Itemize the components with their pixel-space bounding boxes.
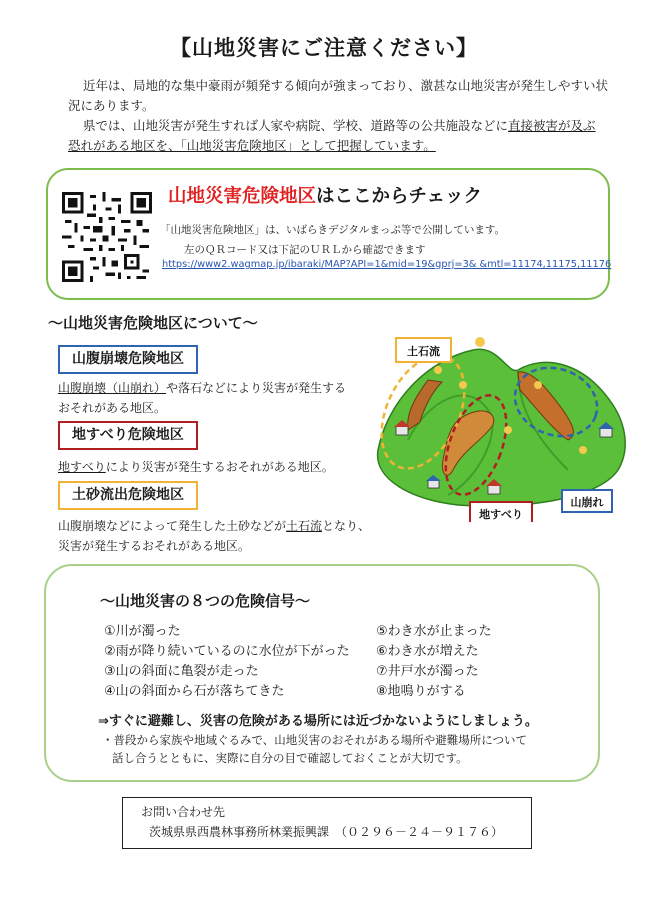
contact-info: 茨城県県西農林事務所林業振興課 （０２９６－２４－９１７６） [149,825,504,839]
area-tag-sediment-discharge: 土砂流出危険地区 [58,481,198,510]
area-tag-landslide: 地すべり危険地区 [58,421,198,450]
check-section [46,168,610,300]
contact-label: お問い合わせ先 [141,805,226,819]
mountain-illustration [368,330,638,522]
label-collapse: 山崩れ [570,496,604,509]
intro-text [68,76,608,156]
area-desc-landslide: 地すべりにより災害が発生するおそれがある地区。 [58,460,334,474]
contact-box [122,797,532,849]
signals-heading: ～山地災害の８つの危険信号～ [100,592,311,610]
signal-item: ⑦井戸水が濁った [376,664,479,679]
area-desc-slope-collapse: 山腹崩壊（山崩れ）や落石などにより災害が発生する おそれがある地区。 [58,381,347,415]
danger-signals-section [44,564,600,782]
page-title: 【山地災害にご注意ください】 [170,36,478,60]
signal-item: ③山の斜面に亀裂が走った [104,664,259,679]
check-instruction: 左のＱＲコード又は下記のＵＲＬから確認できます [184,244,426,256]
label-landslide: 地すべり [479,508,523,521]
intro-paragraph-2: 県では、山地災害が発生すれば人家や病院、学校、道路等の公共施設などに直接被害が及ぶ恐れがある地区を、「山地災害危険地区」として把握しています。 [68,118,596,153]
map-url-link[interactable]: https://www2.wagmap.jp/ibaraki/MAP?API=1&mid=19&gprj=3& &mtl=11174,11175,11176 [162,259,612,270]
signal-item: ⑧地鳴りがする [376,684,466,699]
advice-note: ・普段から家族や地域ぐるみで、山地災害のおそれがある場所や避難場所について 話し合うとともに、実際に自分の目で確認しておくことが大切です。 [102,733,528,765]
check-title: 山地災害危険地区はここからチェック [168,186,482,207]
signal-item: ⑤わき水が止まった [376,624,492,639]
area-desc-sediment-discharge: 山腹崩壊などによって発生した土砂などが土石流となり、 災害が発生するおそれがある地区。 [58,519,371,553]
evacuation-warning: ⇒すぐに避難し、災害の危険がある場所には近づかないようにしましょう。 [98,714,538,729]
intro-paragraph-1: 近年は、局地的な集中豪雨が頻発する傾向が強まっており、激甚な山地災害が発生しやすい状況にあります。 [68,78,609,113]
area-tag-slope-collapse: 山腹崩壊危険地区 [58,345,198,374]
check-description: 「山地災害危険地区」は、いばらきデジタルまっぷ等で公開しています。 [160,224,506,236]
signal-item: ⑥わき水が増えた [376,644,479,659]
about-heading: ～山地災害危険地区について～ [48,314,258,332]
signal-item: ④山の斜面から石が落ちてきた [104,684,285,699]
signal-item: ①川が濁った [104,624,181,639]
label-debris-flow: 土石流 [407,345,440,358]
signal-item: ②雨が降り続いているのに水位が下がった [104,644,350,659]
qr-code[interactable] [62,192,152,282]
